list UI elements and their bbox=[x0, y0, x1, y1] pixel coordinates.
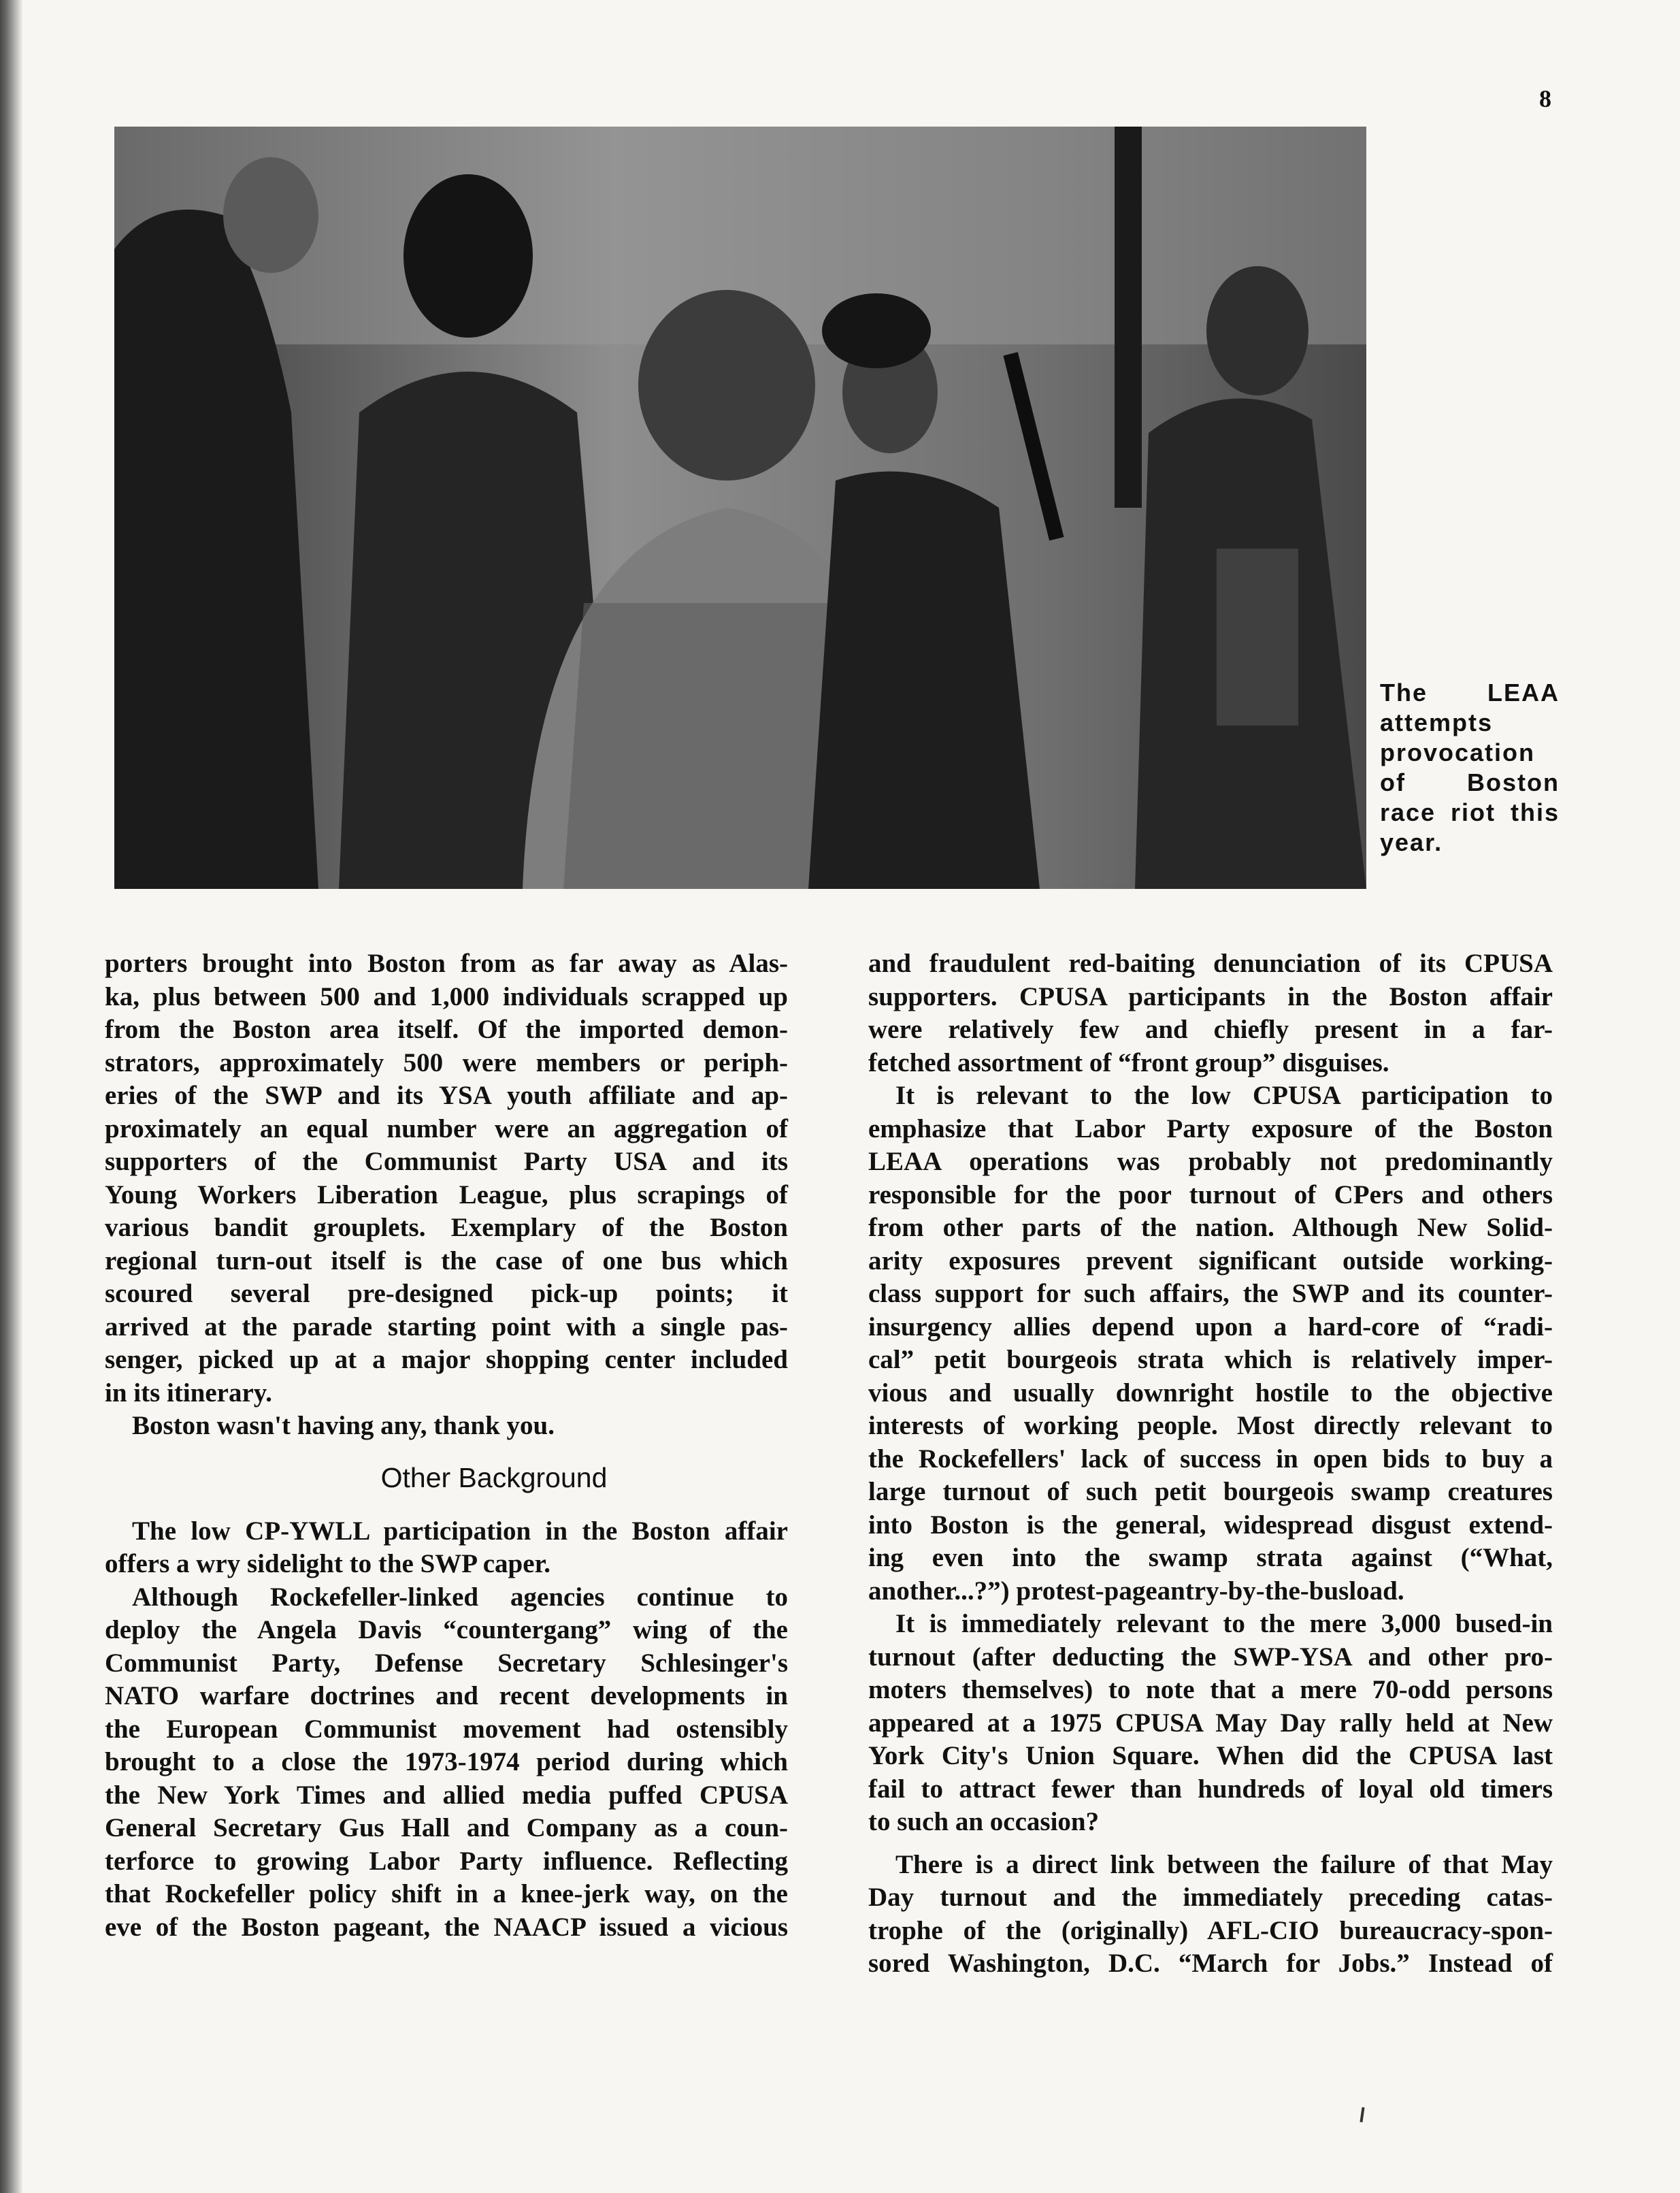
text-line: fetched assortment of “front group” disguises. bbox=[868, 1047, 1389, 1077]
text-line: were relatively few and chiefly present in a far- bbox=[868, 1015, 1553, 1044]
text-line: the Rockefellers' lack of success in open bids to buy a bbox=[868, 1444, 1553, 1474]
photograph-icon bbox=[114, 127, 1366, 889]
text-line: The low CP-YWLL participation in the Boston affair bbox=[132, 1516, 788, 1546]
text-line: Communist Party, Defense Secretary Schlesinger's bbox=[105, 1648, 788, 1678]
caption-line: year. bbox=[1380, 828, 1443, 856]
text-line: porters brought into Boston from as far away as Alas- bbox=[105, 949, 788, 978]
text-line: class support for such affairs, the SWP and its counter- bbox=[868, 1279, 1553, 1308]
text-line: strators, approximately 500 were members or periph- bbox=[105, 1047, 788, 1077]
text-line: supporters of the Communist Party USA and its bbox=[105, 1147, 788, 1176]
caption-line: provocation bbox=[1380, 738, 1536, 766]
right-column bbox=[868, 947, 1553, 1981]
text-line: in its itinerary. bbox=[105, 1378, 272, 1408]
text-line: It is relevant to the low CPUSA participation to bbox=[895, 1081, 1553, 1110]
news-photograph bbox=[114, 127, 1366, 889]
text-line: appeared at a 1975 CPUSA May Day rally held at New bbox=[868, 1708, 1553, 1738]
paragraph bbox=[868, 1079, 1553, 1608]
text-line: brought to a close the 1973-1974 period during which bbox=[105, 1747, 788, 1776]
text-line: LEAA operations was probably not predominantly bbox=[868, 1147, 1553, 1176]
page-number: 8 bbox=[1539, 85, 1551, 112]
text-line: vious and usually downright hostile to the objective bbox=[868, 1378, 1553, 1408]
text-line: sored Washington, D.C. “March for Jobs.” Instead of bbox=[868, 1949, 1553, 1978]
text-line: ka, plus between 500 and 1,000 individuals scrapped up bbox=[105, 981, 788, 1011]
text-line: scoured several pre-designed pick-up points; it bbox=[105, 1279, 788, 1308]
text-line: the New York Times and allied media puffed CPUSA bbox=[105, 1780, 788, 1810]
text-line: trophe of the (originally) AFL-CIO bureaucracy-spon- bbox=[868, 1915, 1553, 1945]
text-line: Day turnout and the immediately preceding catas- bbox=[868, 1883, 1553, 1912]
text-line: eve of the Boston pageant, the NAACP issued a vicious bbox=[105, 1912, 788, 1942]
text-line: There is a direct link between the failure of that May bbox=[895, 1849, 1553, 1879]
text-line: ing even into the swamp strata against (“What, bbox=[868, 1543, 1553, 1572]
text-line: Boston wasn't having any, thank you. bbox=[132, 1411, 555, 1440]
text-line: turnout (after deducting the SWP-YSA and other pro- bbox=[868, 1642, 1553, 1672]
paragraph-gap bbox=[868, 1839, 1553, 1849]
text-line: the European Communist movement had ostensibly bbox=[105, 1714, 788, 1744]
text-line: interests of working people. Most directly relevant to bbox=[868, 1411, 1553, 1440]
text-line: into Boston is the general, widespread disgust extend- bbox=[868, 1510, 1553, 1540]
paragraph bbox=[868, 1849, 1553, 1981]
text-line: various bandit grouplets. Exemplary of the Boston bbox=[105, 1213, 788, 1242]
scan-mark bbox=[1360, 2107, 1364, 2122]
text-line: cal” petit bourgeois strata which is relatively imper- bbox=[868, 1345, 1553, 1374]
paragraph bbox=[868, 947, 1553, 1079]
paragraph bbox=[105, 947, 788, 1410]
text-line: moters themselves) to note that a mere 70-odd persons bbox=[868, 1675, 1553, 1704]
caption-line: of Boston bbox=[1380, 768, 1560, 796]
caption-line: The LEAA bbox=[1380, 679, 1560, 706]
text-line: arity exposures prevent significant outside working- bbox=[868, 1246, 1553, 1276]
caption-line: attempts bbox=[1380, 709, 1494, 736]
text-line: another...?”) protest-pageantry-by-the-busload. bbox=[868, 1576, 1404, 1606]
text-line: eries of the SWP and its YSA youth affiliate and ap- bbox=[105, 1081, 788, 1110]
paragraph bbox=[105, 1581, 788, 1945]
text-line: NATO warfare doctrines and recent developments in bbox=[105, 1681, 788, 1710]
text-line: and fraudulent red-baiting denunciation of its CPUSA bbox=[868, 949, 1553, 978]
photo-caption bbox=[1380, 678, 1560, 858]
text-line: to such an occasion? bbox=[868, 1807, 1100, 1836]
text-line: responsible for the poor turnout of CPers and others bbox=[868, 1180, 1553, 1209]
text-line: insurgency allies depend upon a hard-core of “radi- bbox=[868, 1312, 1553, 1342]
text-line: regional turn-out itself is the case of one bus which bbox=[105, 1246, 788, 1276]
text-line: emphasize that Labor Party exposure of the Boston bbox=[868, 1114, 1553, 1143]
text-line: that Rockefeller policy shift in a knee-jerk way, on the bbox=[105, 1879, 788, 1908]
text-line: proximately an equal number were an aggregation of bbox=[105, 1114, 788, 1143]
text-line: It is immediately relevant to the mere 3,000 bused-in bbox=[895, 1609, 1553, 1638]
scan-edge-shadow bbox=[0, 0, 23, 2193]
text-line: supporters. CPUSA participants in the Boston affair bbox=[868, 981, 1553, 1011]
text-line: terforce to growing Labor Party influence. Reflecting bbox=[105, 1846, 788, 1876]
text-line: from the Boston area itself. Of the imported demon- bbox=[105, 1015, 788, 1044]
text-line: senger, picked up at a major shopping center included bbox=[105, 1345, 788, 1374]
text-line: from other parts of the nation. Although New Solid- bbox=[868, 1213, 1553, 1242]
text-line: General Secretary Gus Hall and Company as a coun- bbox=[105, 1813, 788, 1842]
section-heading: Other Background bbox=[380, 1461, 608, 1493]
text-line: Young Workers Liberation League, plus scrapings of bbox=[105, 1180, 788, 1209]
text-line: Although Rockefeller-linked agencies continue to bbox=[132, 1582, 788, 1612]
caption-line: race riot this bbox=[1380, 798, 1560, 826]
left-column bbox=[105, 947, 788, 1944]
text-line: York City's Union Square. When did the CPUSA last bbox=[868, 1741, 1553, 1770]
text-line: large turnout of such petit bourgeois swamp creatures bbox=[868, 1477, 1553, 1506]
paragraph bbox=[105, 1410, 788, 1443]
text-line: offers a wry sidelight to the SWP caper. bbox=[105, 1549, 550, 1578]
paragraph bbox=[868, 1608, 1553, 1839]
paragraph bbox=[105, 1515, 788, 1581]
text-line: deploy the Angela Davis “countergang” wing of the bbox=[105, 1615, 788, 1644]
text-line: fail to attract fewer than hundreds of loyal old timers bbox=[868, 1774, 1553, 1804]
text-line: arrived at the parade starting point with a single pas- bbox=[105, 1312, 788, 1342]
